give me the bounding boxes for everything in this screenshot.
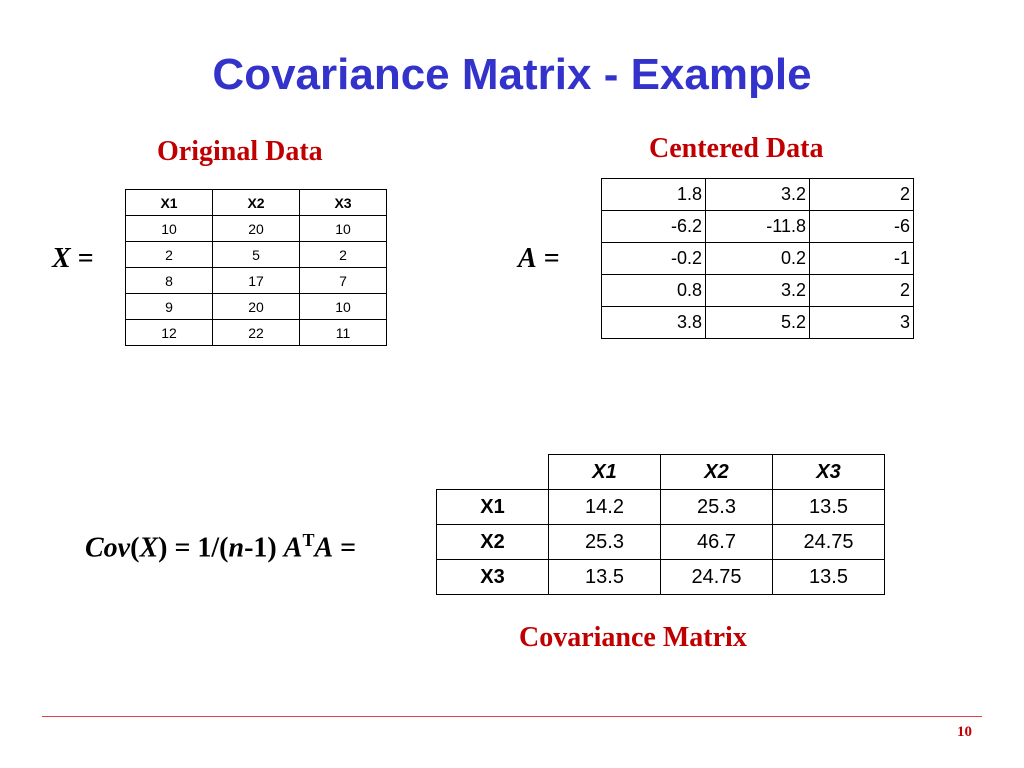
table-cell: -6.2 [602,211,706,243]
table-cell: 17 [213,268,300,294]
formula-close-eq: ) = 1/( [158,532,229,564]
table-cell: -0.2 [602,243,706,275]
table-cell: 3.2 [706,275,810,307]
table-cell: 7 [300,268,387,294]
x-equals-sign: = [70,243,94,274]
table-row [126,268,387,294]
table-row [602,211,914,243]
table-cell: 12 [126,320,213,346]
table-row [126,242,387,268]
original-data-body [126,190,387,346]
column-header: X1 [549,455,661,490]
table-row [126,320,387,346]
table-cell: 10 [126,216,213,242]
table-cell: 13.5 [773,490,885,525]
table-cell: 3.2 [706,179,810,211]
table-cell: 8 [126,268,213,294]
table-cell: 2 [810,179,914,211]
formula-open-paren: ( [130,532,140,564]
table-cell: 3.8 [602,307,706,339]
column-header: X3 [300,190,387,216]
table-cell: 1.8 [602,179,706,211]
table-row [602,307,914,339]
table-row [602,179,914,211]
table-cell: 2 [300,242,387,268]
original-data-table [125,189,387,346]
a-equals-label [518,243,560,275]
table-cell: 20 [213,216,300,242]
column-header: X3 [773,455,885,490]
formula-a: A [283,532,303,564]
table-cell: 10 [300,216,387,242]
covariance-matrix-body [437,455,885,595]
row-header: X1 [437,490,549,525]
table-cell: -11.8 [706,211,810,243]
centered-data-heading: Centered Data [649,133,824,164]
formula-equals: = [333,532,357,564]
table-cell: 24.75 [773,525,885,560]
table-cell: 5.2 [706,307,810,339]
table-cell: 25.3 [549,525,661,560]
original-data-heading: Original Data [157,136,323,167]
table-cell: 14.2 [549,490,661,525]
a-variable: A [518,243,537,274]
a-equals-sign: = [536,243,560,274]
table-cell: 11 [300,320,387,346]
row-header: X3 [437,560,549,595]
table-cell: 24.75 [661,560,773,595]
table-cell: 2 [810,275,914,307]
column-header: X2 [213,190,300,216]
table-row [437,490,885,525]
table-cell: 13.5 [549,560,661,595]
page-number: 10 [957,724,972,740]
table-row [602,243,914,275]
column-header: X1 [126,190,213,216]
covariance-matrix-table [436,454,885,595]
centered-data-body [602,179,914,339]
x-variable: X [52,243,71,274]
table-row [126,216,387,242]
table-cell: 0.2 [706,243,810,275]
table-cell: 9 [126,294,213,320]
table-row [437,525,885,560]
table-cell: 0.8 [602,275,706,307]
table-cell: 3 [810,307,914,339]
table-cell: 13.5 [773,560,885,595]
table-row [437,560,885,595]
table-cell: 25.3 [661,490,773,525]
x-equals-label [52,243,94,275]
covariance-formula [85,530,356,564]
covariance-header-row [437,455,885,490]
table-cell: 5 [213,242,300,268]
column-header: X2 [661,455,773,490]
table-cell: 2 [126,242,213,268]
footer-rule [42,716,982,717]
covariance-matrix-heading: Covariance Matrix [519,622,747,653]
original-header-row [126,190,387,216]
corner-cell [437,455,549,490]
table-cell: 20 [213,294,300,320]
table-row [126,294,387,320]
table-cell: -6 [810,211,914,243]
formula-transpose: T [302,530,315,550]
formula-x: X [139,532,159,564]
centered-data-table [601,178,914,339]
table-cell: 46.7 [661,525,773,560]
formula-minus-one: -1) [244,532,284,564]
formula-a-second: A [314,532,334,564]
slide-title: Covariance Matrix - Example [212,50,812,99]
formula-n: n [228,532,245,564]
row-header: X2 [437,525,549,560]
formula-cov: Cov [85,532,131,564]
table-cell: 10 [300,294,387,320]
table-row [602,275,914,307]
table-cell: -1 [810,243,914,275]
table-cell: 22 [213,320,300,346]
